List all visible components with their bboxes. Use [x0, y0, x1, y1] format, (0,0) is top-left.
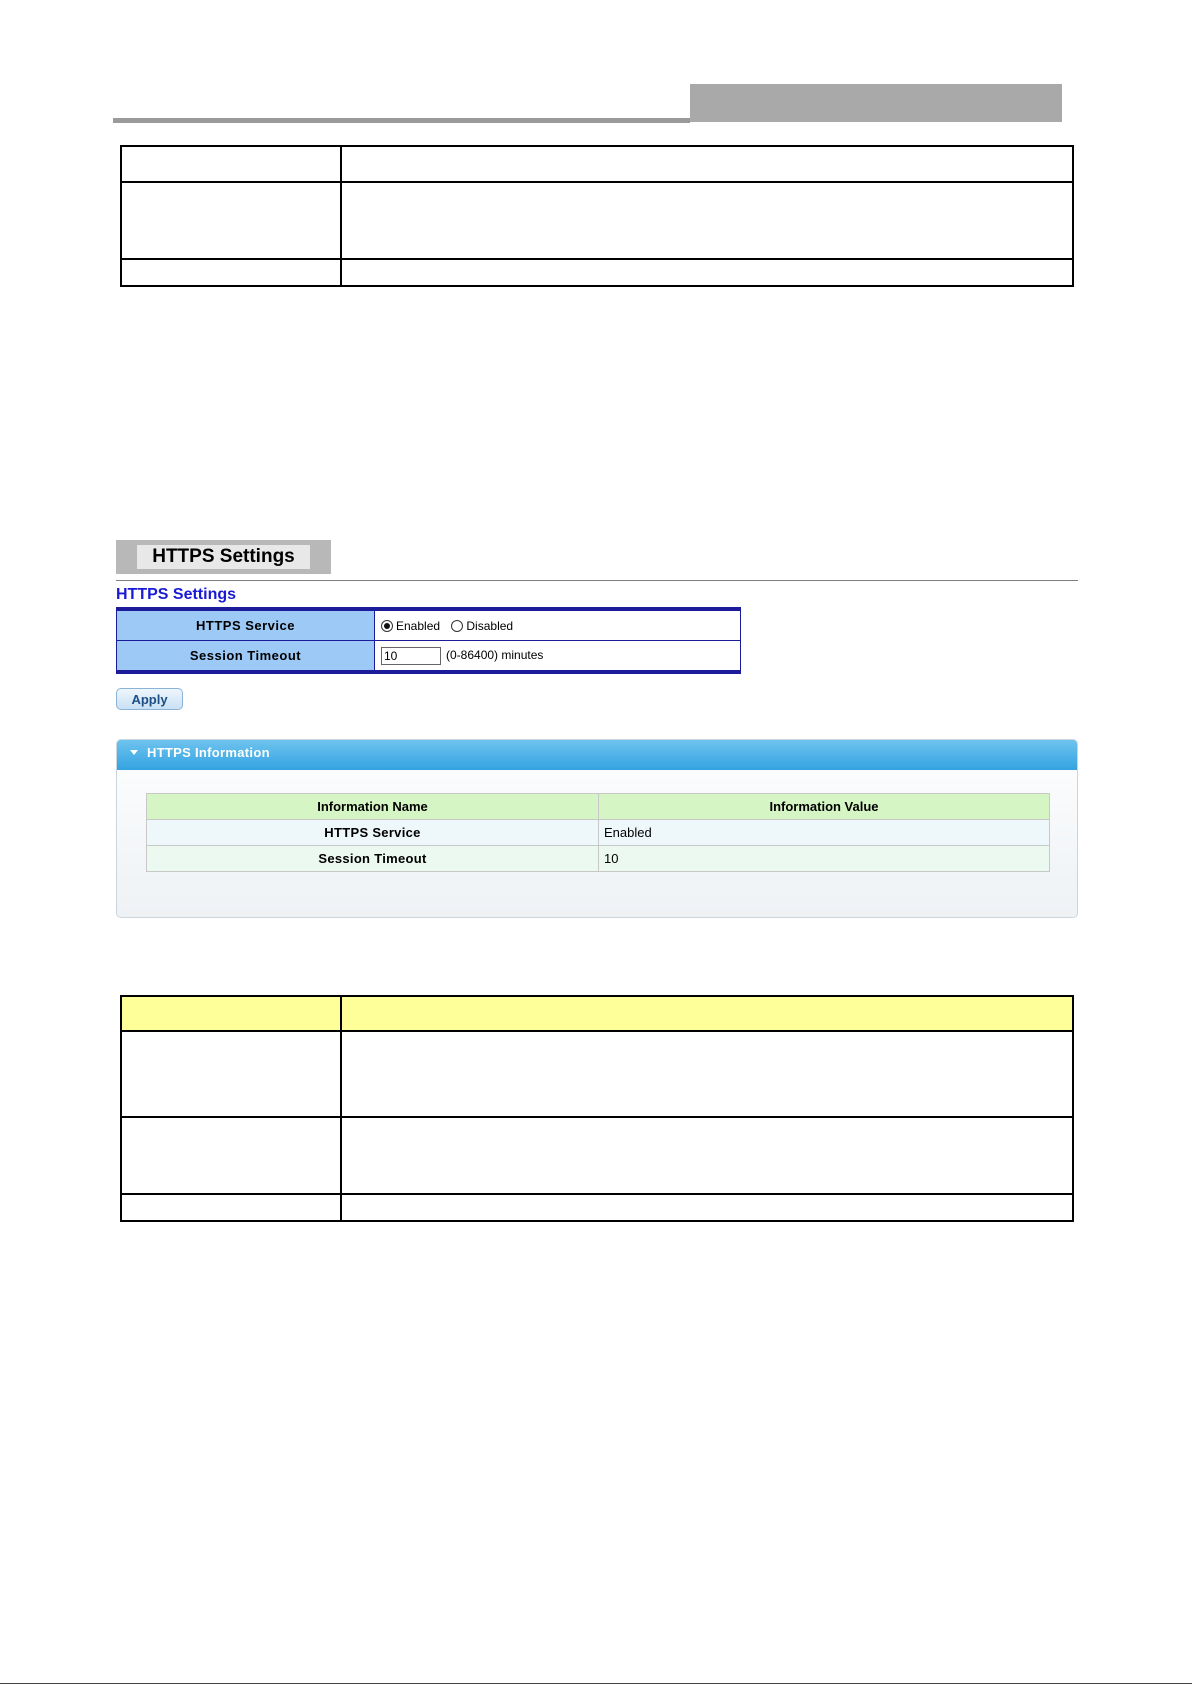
radio-disabled-label: Disabled [466, 618, 514, 633]
table-cell [341, 182, 1073, 259]
column-header: Information Name [147, 794, 599, 820]
session-timeout-hint: (0-86400) minutes [446, 647, 544, 662]
table-row [121, 182, 1073, 259]
table-row [117, 641, 741, 671]
https-service-options [375, 611, 741, 641]
table-row [147, 846, 1050, 872]
radio-disabled[interactable] [451, 620, 463, 632]
panel-header[interactable] [117, 740, 1077, 770]
https-information-panel [116, 739, 1078, 918]
bottom-description-table [120, 995, 1074, 1222]
table-row [121, 259, 1073, 286]
table-cell [121, 1117, 341, 1194]
footer-rule [0, 1683, 1192, 1684]
https-settings-form [116, 607, 741, 674]
https-service-label: HTTPS Service [117, 611, 375, 641]
table-cell [341, 1117, 1073, 1194]
table-cell [121, 1031, 341, 1117]
info-value: Enabled [599, 820, 1050, 846]
table-row [121, 1117, 1073, 1194]
table-cell [121, 182, 341, 259]
table-row [147, 820, 1050, 846]
information-table [146, 793, 1050, 872]
table-cell [341, 996, 1073, 1031]
apply-button[interactable]: Apply [116, 688, 183, 710]
table-header-row [147, 794, 1050, 820]
table-cell [341, 146, 1073, 182]
table-row [121, 1031, 1073, 1117]
table-row [117, 611, 741, 641]
table-cell [341, 1031, 1073, 1117]
table-cell [121, 1194, 341, 1221]
info-name: HTTPS Service [147, 820, 599, 846]
section-heading-box [116, 540, 331, 574]
caret-down-icon[interactable] [130, 750, 138, 755]
session-timeout-input[interactable]: 10 [381, 647, 441, 665]
form-title: HTTPS Settings [116, 586, 237, 603]
table-row [121, 1194, 1073, 1221]
settings-table [116, 610, 741, 671]
table-cell [121, 146, 341, 182]
table-cell [121, 259, 341, 286]
info-value: 10 [599, 846, 1050, 872]
table-row [121, 146, 1073, 182]
table-cell [121, 996, 341, 1031]
session-timeout-field [375, 641, 741, 671]
header-rule [113, 118, 690, 123]
section-heading: HTTPS Settings [137, 545, 310, 569]
column-header: Information Value [599, 794, 1050, 820]
top-description-table [120, 145, 1074, 287]
table-cell [341, 1194, 1073, 1221]
table-header-row [121, 996, 1073, 1031]
section-rule [116, 580, 1078, 581]
table-cell [341, 259, 1073, 286]
radio-enabled-label: Enabled [396, 618, 441, 633]
header-box [690, 84, 1062, 122]
radio-enabled[interactable] [381, 620, 393, 632]
info-name: Session Timeout [147, 846, 599, 872]
panel-title: HTTPS Information [147, 745, 270, 760]
session-timeout-label: Session Timeout [117, 641, 375, 671]
